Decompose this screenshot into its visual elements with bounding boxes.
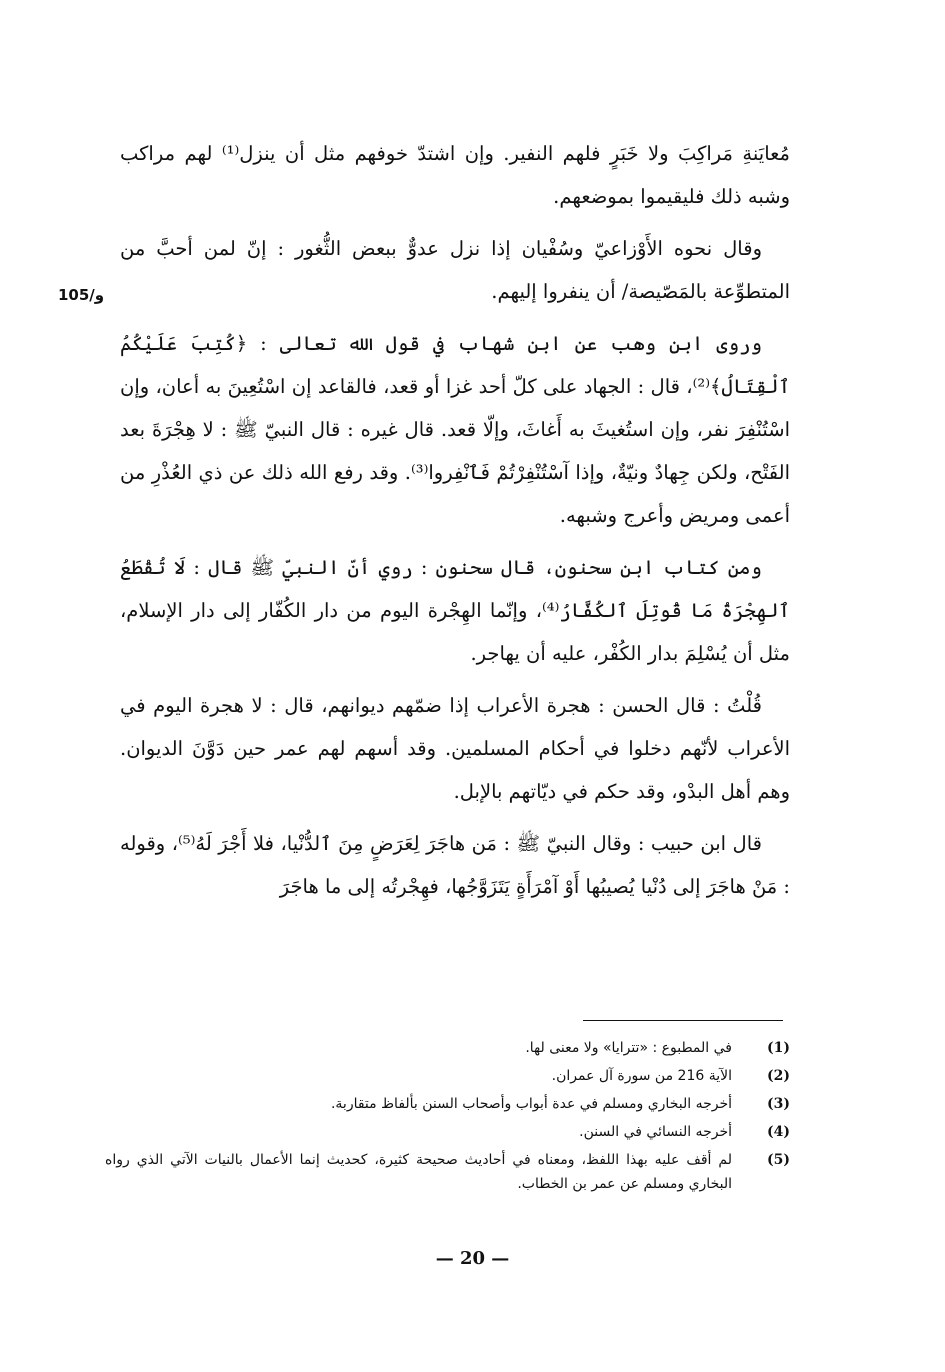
page-number: — 20 —: [435, 1248, 510, 1269]
paragraph-2: وقال نحوه الأَوْزاعيّ وسُفْيان إذا نزل عدوٌّ ببعض الثُّغور : إنّ لمن أحبَّ من المتطوِّعة بالمَصّيصة/ أن ينفروا إليهم.: [120, 237, 790, 303]
footnote-3: [105, 1092, 790, 1116]
footnote-text: أخرجه النسائي في السنن.: [579, 1124, 732, 1140]
body-text: [120, 132, 790, 917]
footnote-1: [105, 1036, 790, 1060]
paragraph-6: قال ابن حبيب : وقال النبيّ ﷺ : مَن هاجَرَ لِعَرَضٍ مِنَ ٱلدُّنْيا، فلا أَجْرَ لَهُ⁽⁵⁾، وقوله : مَنْ هاجَرَ إلى دُنْيا يُصيبُها أَوْ آمْرَأَةٍ يَتَزَوَّجُها، فهِجْرتُه إلى ما هاجَرَ: [120, 832, 790, 898]
paragraph-1: مُعايَنةِ مَراكِبَ ولا خَبَرٍ فلهم النفير. وإن اشتدّ خوفهم مثل أن ينزل⁽¹⁾ لهم مراكب وشبه ذلك فليقيموا بموضعهم.: [120, 142, 790, 208]
paragraph-5: قُلْتُ : قال الحسن : هجرة الأعراب إذا ضمّهم ديوانهم، قال : لا هجرة اليوم في الأعراب لأنّهم دخلوا في أحكام المسلمين. وقد أسهم لهم عمر حين دَوَّنَ الديوان. وهم أهل البدْو، وقد حكم في ديّاتهم بالإبل.: [120, 694, 790, 803]
footnote-separator: [583, 1020, 783, 1021]
footnote-2: [105, 1064, 790, 1088]
footnote-number: (2): [767, 1068, 790, 1084]
footnote-text: الآية 216 من سورة آل عمران.: [551, 1068, 732, 1084]
footnote-5: [105, 1148, 790, 1196]
paragraph-4: ومن كتاب ابن سحنون، قال سحنون : روي أنّ النبيّ ﷺ قال : لَا تُقْطَعُ ٱلهِجْرَةُ مَا قُوتِلَ ٱلكُفَّارُ⁽⁴⁾، وإنّما الهِجْرة اليوم من دار الكُفّار إلى دار الإسلام، مثل أن يُسْلِمَ بدار الكُفْر، عليه أن يهاجر.: [120, 556, 790, 665]
footnote-text: في المطبوع : «تترايا» ولا معنى لها.: [525, 1040, 732, 1056]
footnote-text: لم أقف عليه بهذا اللفظ، ومعناه في أحاديث صحيحة كثيرة، كحديث إنما الأعمال بالنيات الآتي الذي رواه البخاري ومسلم عن عمر بن الخطاب.: [105, 1152, 732, 1192]
footnotes: [105, 1036, 790, 1200]
footnote-number: (1): [767, 1040, 790, 1056]
margin-folio-note: 105/و: [58, 286, 105, 304]
footnote-number: (5): [767, 1152, 790, 1168]
paragraph-3: وروى ابن وهب عن ابن شهاب في قول الله تعالى : ﴿كُتِبَ عَلَيْكُمُ ٱلْقِتَالُ﴾⁽²⁾، قال : الجهاد على كلّ أحد غزا أو قعد، فالقاعد إن اسْتُعِينَ به أعان، وإن اسْتُنْفِرَ نفر، وإن استُغيثَ به أَغاثَ، وإلّا قعد. قال غيره : قال النبيّ ﷺ : لا هِجْرَةَ بعد الفَتْح، ولكن جِهادٌ ونيّةٌ، وإذا آسْتُنْفِرْتُمْ فَٱنْفِروا⁽³⁾. وقد رفع الله ذلك عن ذي العُذْرِ من أعمى ومريض وأعرج وشبهه.: [120, 332, 790, 527]
footnote-number: (3): [767, 1096, 790, 1112]
footnote-number: (4): [767, 1124, 790, 1140]
footnote-4: [105, 1120, 790, 1144]
footnote-text: أخرجه البخاري ومسلم في عدة أبواب وأصحاب السنن بألفاظ متقاربة.: [330, 1096, 732, 1112]
